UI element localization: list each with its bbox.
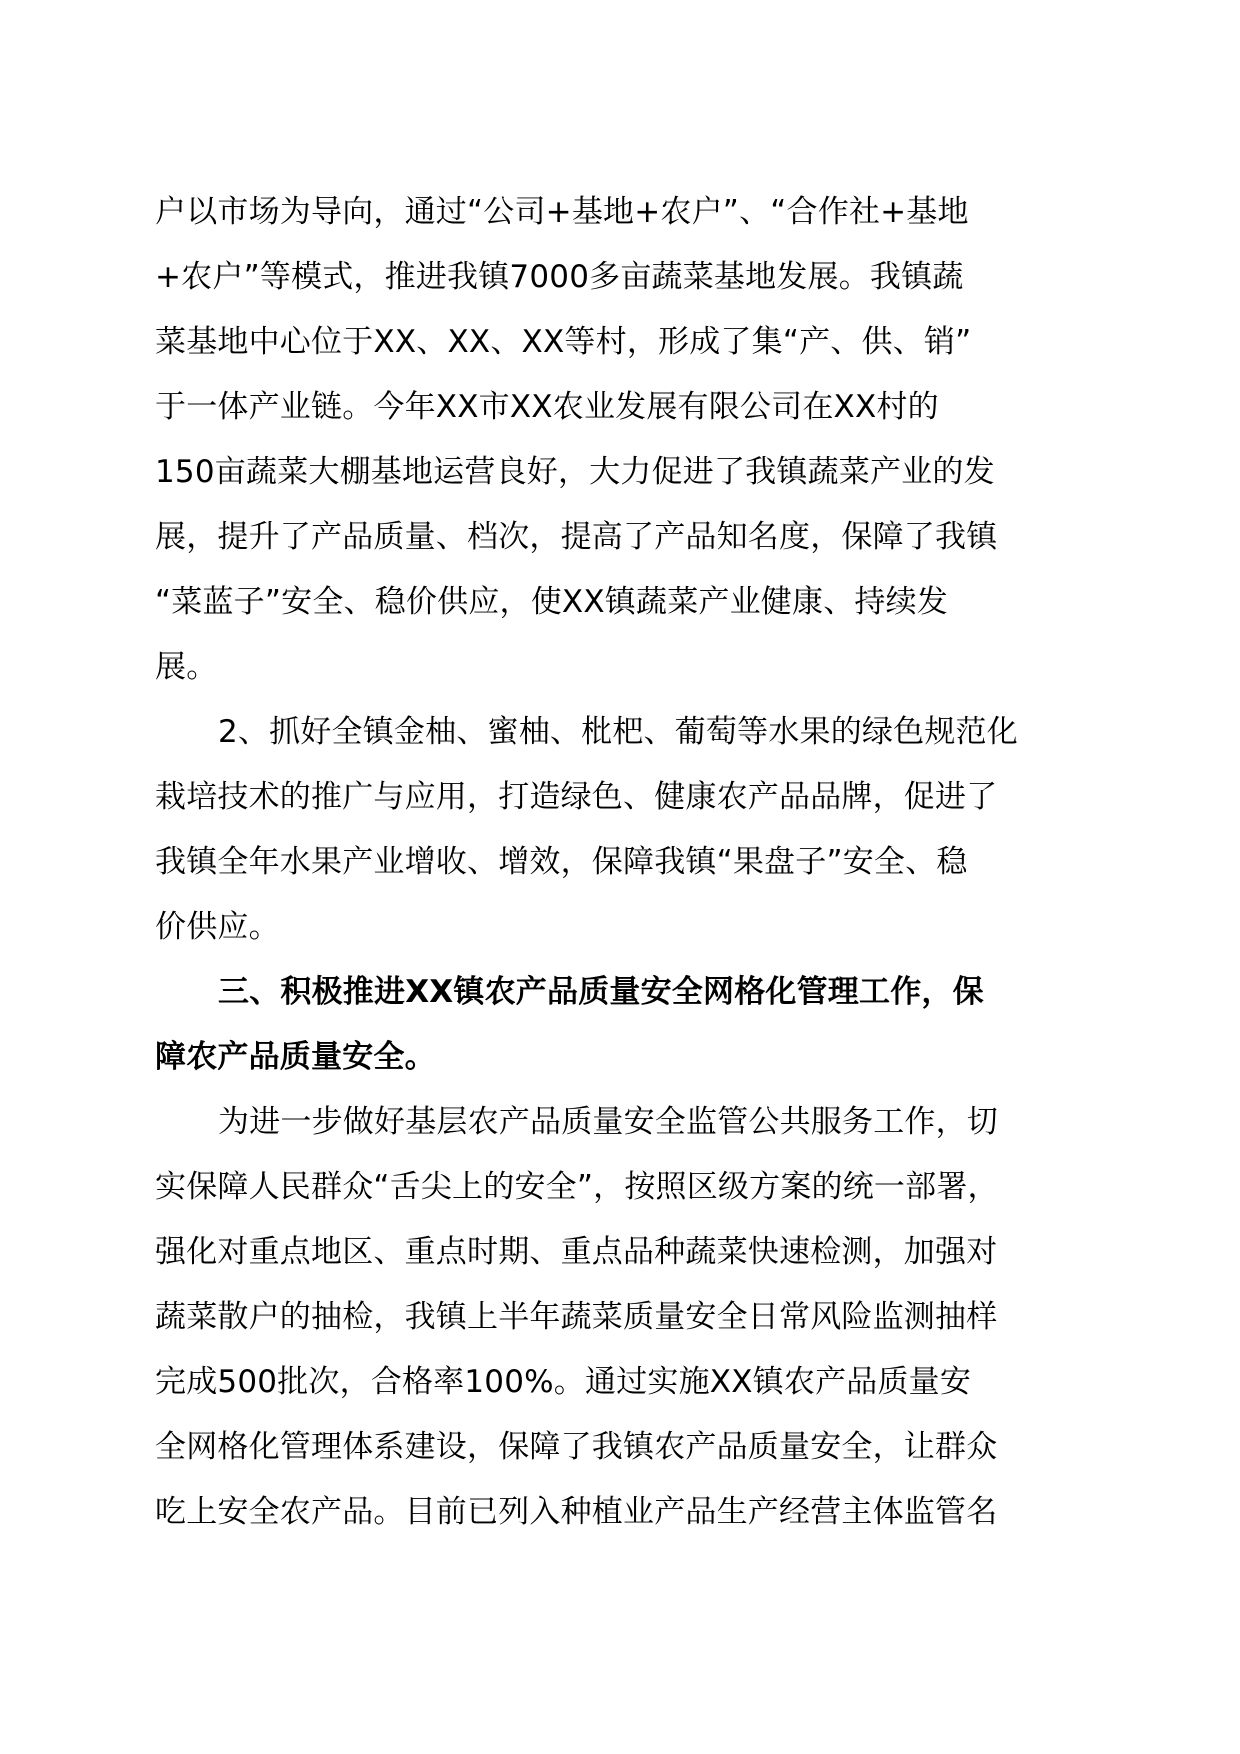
paragraph-vegetable-line-5: 150亩蔬菜大棚基地运营良好，大力促进了我镇蔬菜产业的发 xyxy=(155,454,995,490)
section-heading-line-2: 障农产品质量安全。 xyxy=(155,1039,436,1075)
paragraph-quality-line-5: 完成500批次，合格率100%。通过实施XX镇农产品质量安 xyxy=(155,1364,972,1400)
paragraph-vegetable-line-2: +农户”等模式，推进我镇7000多亩蔬菜基地发展。我镇蔬 xyxy=(155,259,964,295)
paragraph-vegetable-line-8: 展。 xyxy=(155,649,218,685)
paragraph-vegetable-line-6: 展，提升了产品质量、档次，提高了产品知名度，保障了我镇 xyxy=(155,519,998,555)
paragraph-vegetable-line-3: 菜基地中心位于XX、XX、XX等村，形成了集“产、供、销” xyxy=(155,324,972,360)
paragraph-fruit-line-3: 我镇全年水果产业增收、增效，保障我镇“果盘子”安全、稳 xyxy=(155,844,968,880)
paragraph-vegetable-line-4: 于一体产业链。今年XX市XX农业发展有限公司在XX村的 xyxy=(155,389,939,425)
paragraph-fruit-line-2: 栽培技术的推广与应用，打造绿色、健康农产品品牌，促进了 xyxy=(155,779,998,815)
paragraph-quality-line-4: 蔬菜散户的抽检，我镇上半年蔬菜质量安全日常风险监测抽样 xyxy=(155,1299,998,1335)
paragraph-quality-line-6: 全网格化管理体系建设，保障了我镇农产品质量安全，让群众 xyxy=(155,1429,998,1465)
paragraph-fruit-line-1: 2、抓好全镇金柚、蜜柚、枇杷、葡萄等水果的绿色规范化 xyxy=(218,714,1018,750)
paragraph-quality-line-2: 实保障人民群众“舌尖上的安全”，按照区级方案的统一部署， xyxy=(155,1169,999,1205)
document-body xyxy=(155,180,1085,1545)
paragraph-fruit-line-4: 价供应。 xyxy=(155,909,280,945)
paragraph-quality-line-1: 为进一步做好基层农产品质量安全监管公共服务工作，切 xyxy=(218,1104,998,1140)
section-heading-line-1: 三、积极推进XX镇农产品质量安全网格化管理工作，保 xyxy=(218,974,984,1010)
paragraph-quality-line-7: 吃上安全农产品。目前已列入种植业产品生产经营主体监管名 xyxy=(155,1494,998,1530)
paragraph-vegetable-line-1: 户以市场为导向，通过“公司+基地+农户”、“合作社+基地 xyxy=(155,194,969,230)
paragraph-quality-line-3: 强化对重点地区、重点时期、重点品种蔬菜快速检测，加强对 xyxy=(155,1234,998,1270)
paragraph-vegetable-line-7: “菜蓝子”安全、稳价供应，使XX镇蔬菜产业健康、持续发 xyxy=(155,584,948,620)
